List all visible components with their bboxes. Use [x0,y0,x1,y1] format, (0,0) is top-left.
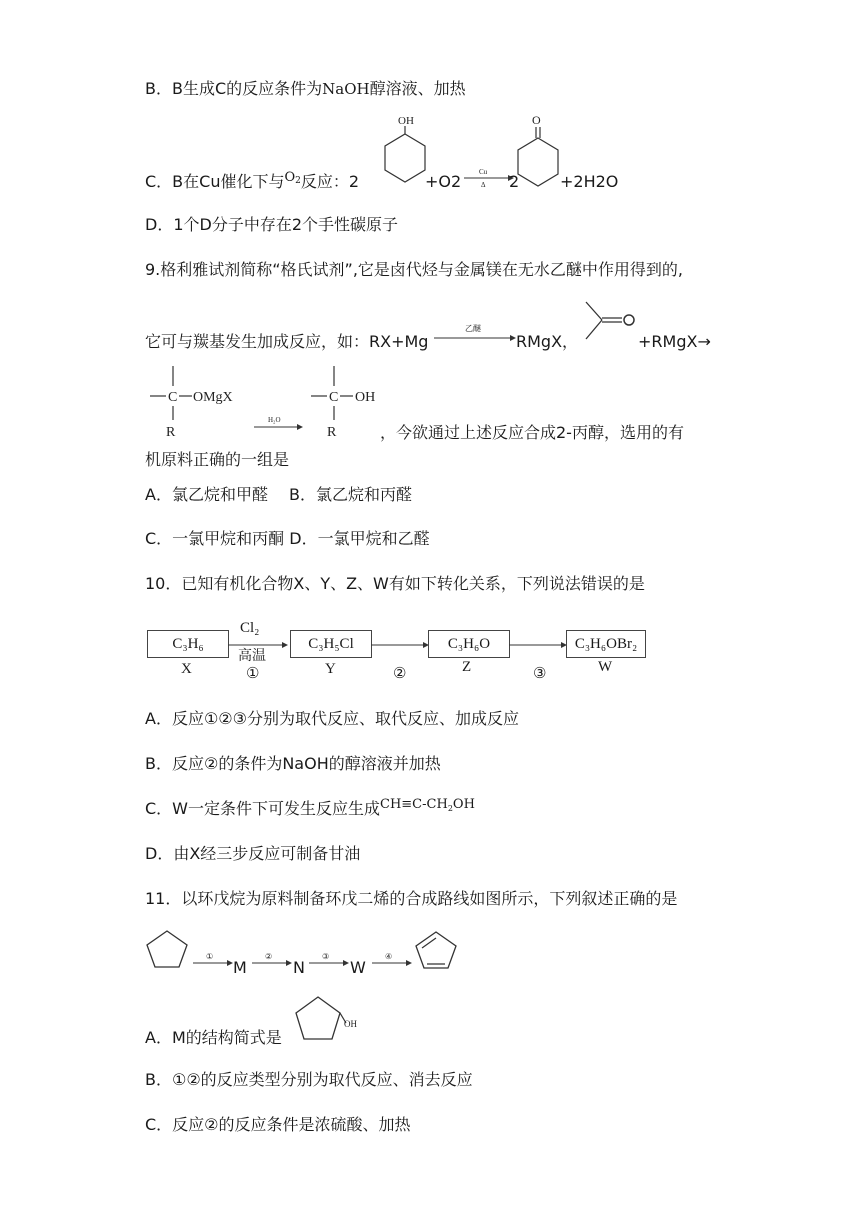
q9-options-cd: C．一氯甲烷和丙酮 D．一氯甲烷和乙醛 [145,529,430,548]
label-w: W [598,659,613,675]
q9-stem-1: 9.格利雅试剂简称“格氏试剂”,它是卤代烃与金属镁在无水乙醚中作用得到的, [145,260,684,279]
label-y: Y [325,661,336,677]
o2-symbol: O [284,170,296,185]
q10-option-b: B．反应②的条件为NaOH的醇溶液并加热 [145,754,441,773]
q8-c-text: C．B在Cu催化下与 [145,172,285,191]
h2o-arrow [254,414,304,434]
q10-stem: 10．已知有机化合物X、Y、Z、W有如下转化关系，下列说法错误的是 [145,574,645,593]
plus-h2o [560,171,618,193]
cu-label: Cu [479,168,488,176]
q10-option-c [145,798,475,823]
oh-label: OH [398,115,414,127]
q8-c-mid: 反应：2 [300,172,360,191]
step-2-label: ② [393,666,407,682]
r-label-1: R [166,425,176,440]
o2-subscript: 2 [295,176,301,186]
omgx-label: OMgX [193,390,233,405]
w-label: W [350,958,366,977]
arrow-step-2 [252,952,292,968]
q8-b-tail: 醇溶液、加热 [369,79,466,98]
q9-plus-rmgx: +RMgX→ [638,332,711,351]
oh-label-3: OH [344,1019,357,1029]
s11-step-3: ③ [322,952,330,961]
label-z: Z [462,659,472,675]
q9-stem-4: 机原料正确的一组是 [145,450,290,469]
q9-stem-2 [145,331,428,353]
naoh-text: NaOH [322,80,370,98]
cyclopentane-structure [146,930,190,970]
q10-option-a: A．反应①②③分别为取代反应、取代反应、加成反应 [145,709,519,728]
q8-b-text: B．B生成C的反应条件为 [145,79,323,98]
q9-stem-2a: 它可与羰基发生加成反应，如：RX+Mg [145,332,429,351]
m-label: M [233,958,247,977]
q11-option-a: A．M的结构简式是 [145,1028,282,1047]
arrow-3 [509,640,567,650]
step-1-label: ① [246,666,260,682]
plus-o2-text: +O2 [425,172,462,191]
n-label: N [293,958,305,977]
box-y: C₃H₅Cl [290,630,372,658]
box-x: C₃H₆ [147,630,229,658]
q11-option-c: C．反应②的反应条件是浓硫酸、加热 [145,1115,411,1134]
q8-option-c [145,171,359,196]
rmgx-text: RMgX， [516,332,579,351]
propargyl-oh: OH [452,797,475,812]
box-w: C₃H₆OBr₂ [566,630,646,658]
q10-c-text: C．W一定条件下可发生反应生成 [145,799,380,818]
q8-option-d: D．1个D分子中存在2个手性碳原子 [145,215,399,234]
arrow-step-3 [309,952,349,968]
cu-arrow [462,166,514,190]
c-label-1: C [168,390,178,405]
q10-option-d: D．由X经三步反应可制备甘油 [145,844,361,863]
cyclopentadiene-structure [414,931,460,971]
plus-o2 [425,171,461,193]
h2o-label: H₂O [268,416,281,424]
oh-label-2: OH [355,390,376,405]
box-z: C₃H₆O [428,630,510,658]
cyclopentanol-structure [294,995,384,1055]
step-3-label: ③ [533,666,547,682]
arrow-step-1 [193,952,233,968]
s11-step-4: ④ [385,952,393,961]
r-label-2: R [327,425,337,440]
s11-step-2: ② [265,952,273,961]
propargyl-formula: CH≡C-CH [380,797,448,812]
ether-label: 乙醚 [465,324,481,333]
o-label: O [532,113,541,127]
q9-stem-3: ，今欲通过上述反应合成2-丙醇，选用的有 [380,423,684,442]
ether-arrow [432,322,517,346]
label-x: X [181,661,192,677]
coef-2-text: 2 [509,172,520,191]
q11-option-b: B．①②的反应类型分别为取代反应、消去反应 [145,1070,473,1089]
alkoxide-structure [148,364,248,444]
c-label-2: C [329,390,339,405]
delta-label: Δ [481,181,486,189]
s11-step-1: ① [206,952,214,961]
gaowen-label: 高温 [238,648,266,664]
q9-options-ab: A．氯乙烷和甲醛 B．氯乙烷和丙醛 [145,485,413,504]
carbonyl-structure [580,298,640,348]
propargyl-sub: 2 [447,804,453,813]
plus-h2o-text: +2H2O [560,172,619,191]
arrow-step-4 [372,952,412,968]
cl2-label: Cl₂ [240,620,260,636]
arrow-2 [371,640,429,650]
q11-stem: 11．以环戊烷为原料制备环戊二烯的合成路线如图所示，下列叙述正确的是 [145,889,678,908]
q8-option-b [145,78,466,100]
